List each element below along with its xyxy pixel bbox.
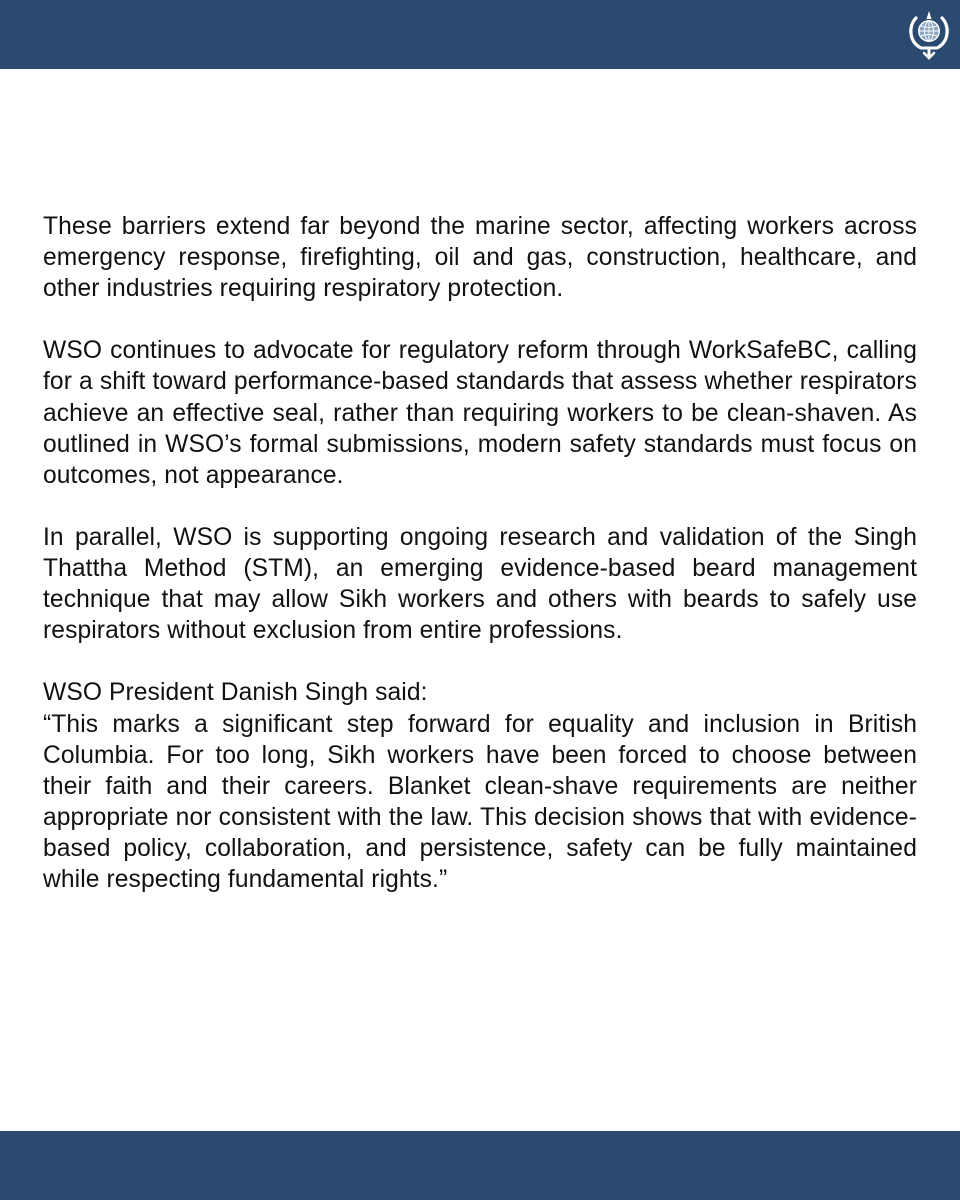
president-quote: “This marks a significant step forward for equality and inclusion in British Columbia. For too long, Sikh workers have been forced to choose between their faith and their careers. Blanket clean-shave requirements are neither appropriate nor consistent with the law. This decision shows that with evidence-based policy, collaboration, and persistence, safety can be fully maintained while respecting fundamental rights.” (43, 710, 917, 893)
quote-attribution: WSO President Danish Singh said: (43, 679, 428, 707)
paragraph-barriers: These barriers extend far beyond the marine sector, affecting workers across emergency response, firefighting, oil and gas, construction, healthcare, and other industries requiring respiratory protection. (43, 213, 917, 303)
header-bar (0, 0, 960, 69)
paragraph-research: In parallel, WSO is supporting ongoing research and validation of the Singh Thattha Method (STM), an emerging evidence-based beard management technique that may allow Sikh workers and others with beards to safely use respirators without exclusion from entire professions. (43, 523, 917, 645)
footer-bar (0, 1131, 960, 1200)
paragraph-advocacy: WSO continues to advocate for regulatory reform through WorkSafeBC, calling for a shift toward performance-based standards that assess whether respirators achieve an effective seal, rather than requiring workers to be clean-shaven. As outlined in WSO’s formal submissions, modern safety standards must focus on outcomes, not appearance. (43, 337, 917, 489)
article-body (43, 211, 917, 895)
khanda-globe-logo-icon (907, 8, 951, 60)
